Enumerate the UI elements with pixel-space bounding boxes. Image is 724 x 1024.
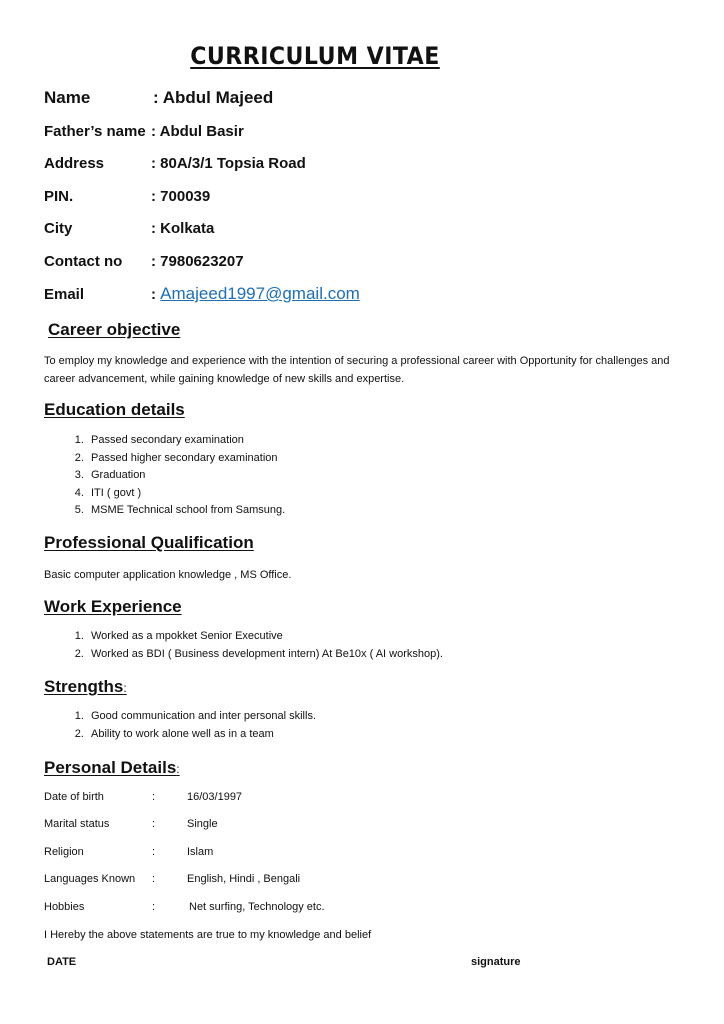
personal-label: Marital status: [44, 818, 110, 830]
personal-value: English, Hindi , Bengali: [187, 873, 301, 885]
declaration-text: I Hereby the above statements are true to my knowledge and belief: [44, 929, 372, 941]
city-row: [44, 220, 215, 237]
education-heading: Education details: [44, 400, 185, 419]
address-row: [44, 155, 306, 172]
date-label: DATE: [47, 956, 77, 968]
work-list: [44, 628, 443, 663]
city-label: City: [44, 220, 73, 237]
contact-value: : 7980623207: [151, 253, 244, 270]
name-value: : Abdul Majeed: [153, 88, 274, 107]
personal-heading-text: Personal Details: [44, 758, 177, 777]
personal-value: Islam: [187, 846, 214, 858]
personal-label: Hobbies: [44, 901, 85, 913]
email-link[interactable]: Amajeed1997@gmail.com: [160, 284, 360, 303]
contact-label: Contact no: [44, 253, 123, 270]
address-label: Address: [44, 155, 105, 172]
personal-row-religion: [44, 846, 214, 858]
email-value-wrap: [151, 284, 360, 304]
name-row: [44, 88, 274, 108]
pin-label: PIN.: [44, 188, 74, 205]
email-colon: :: [151, 286, 161, 303]
name-label: Name: [44, 88, 91, 107]
list-item: 1. Passed secondary examination: [87, 432, 285, 450]
personal-label: Religion: [44, 846, 84, 858]
list-item: 4. ITI ( govt ): [87, 485, 285, 503]
city-value: : Kolkata: [151, 220, 215, 237]
career-heading: Career objective: [48, 320, 181, 339]
work-heading: Work Experience: [44, 597, 182, 616]
pin-value: : 700039: [151, 188, 211, 205]
personal-colon: :: [152, 901, 156, 913]
personal-label: Date of birth: [44, 791, 104, 803]
address-value: : 80A/3/1 Topsia Road: [151, 155, 306, 172]
personal-colon: :: [152, 873, 156, 885]
personal-colon: :: [152, 818, 156, 830]
list-item: 1. Worked as a mpokket Senior Executive: [87, 628, 443, 646]
strengths-heading: [44, 677, 127, 697]
contact-row: [44, 253, 244, 270]
qualification-heading: Professional Qualification: [44, 533, 254, 552]
personal-row-languages: [44, 873, 301, 885]
page-title: CURRICULUM VITAE: [190, 42, 440, 70]
list-item: 1. Good communication and inter personal skills.: [87, 708, 316, 726]
strengths-list: [44, 708, 316, 743]
list-item: 3. Graduation: [87, 467, 285, 485]
personal-value: Net surfing, Technology etc.: [189, 901, 325, 913]
personal-row-hobbies: [44, 901, 325, 913]
personal-label: Languages Known: [44, 873, 136, 885]
career-text: To employ my knowledge and experience with the intention of securing a professional career with Opportunity for challenges and career advancement, while gaining knowledge of new skills and expertise.: [44, 355, 670, 385]
pin-row: [44, 188, 211, 205]
personal-heading-suffix: :: [176, 762, 180, 776]
personal-row-dob: [44, 791, 243, 803]
personal-row-marital: [44, 818, 218, 830]
personal-heading: [44, 758, 180, 778]
list-item: 5. MSME Technical school from Samsung.: [87, 502, 285, 520]
email-row: [44, 284, 360, 303]
email-label: Email: [44, 286, 85, 303]
signature-label: signature: [471, 956, 521, 968]
education-list: [44, 432, 285, 520]
father-label: Father’s name: [44, 123, 146, 140]
personal-value: Single: [187, 818, 218, 830]
strengths-heading-suffix: :: [123, 681, 127, 695]
list-item: 2. Worked as BDI ( Business development intern) At Be10x ( AI workshop).: [87, 646, 443, 664]
list-item: 2. Passed higher secondary examination: [87, 450, 285, 468]
father-row: [44, 123, 244, 140]
personal-value: 16/03/1997: [187, 791, 243, 803]
list-item: 2. Ability to work alone well as in a team: [87, 726, 316, 744]
personal-colon: :: [152, 791, 156, 803]
strengths-heading-text: Strengths: [44, 677, 124, 696]
qualification-text: Basic computer application knowledge , MS Office.: [44, 569, 292, 581]
father-value: : Abdul Basir: [151, 123, 244, 140]
personal-colon: :: [152, 846, 156, 858]
